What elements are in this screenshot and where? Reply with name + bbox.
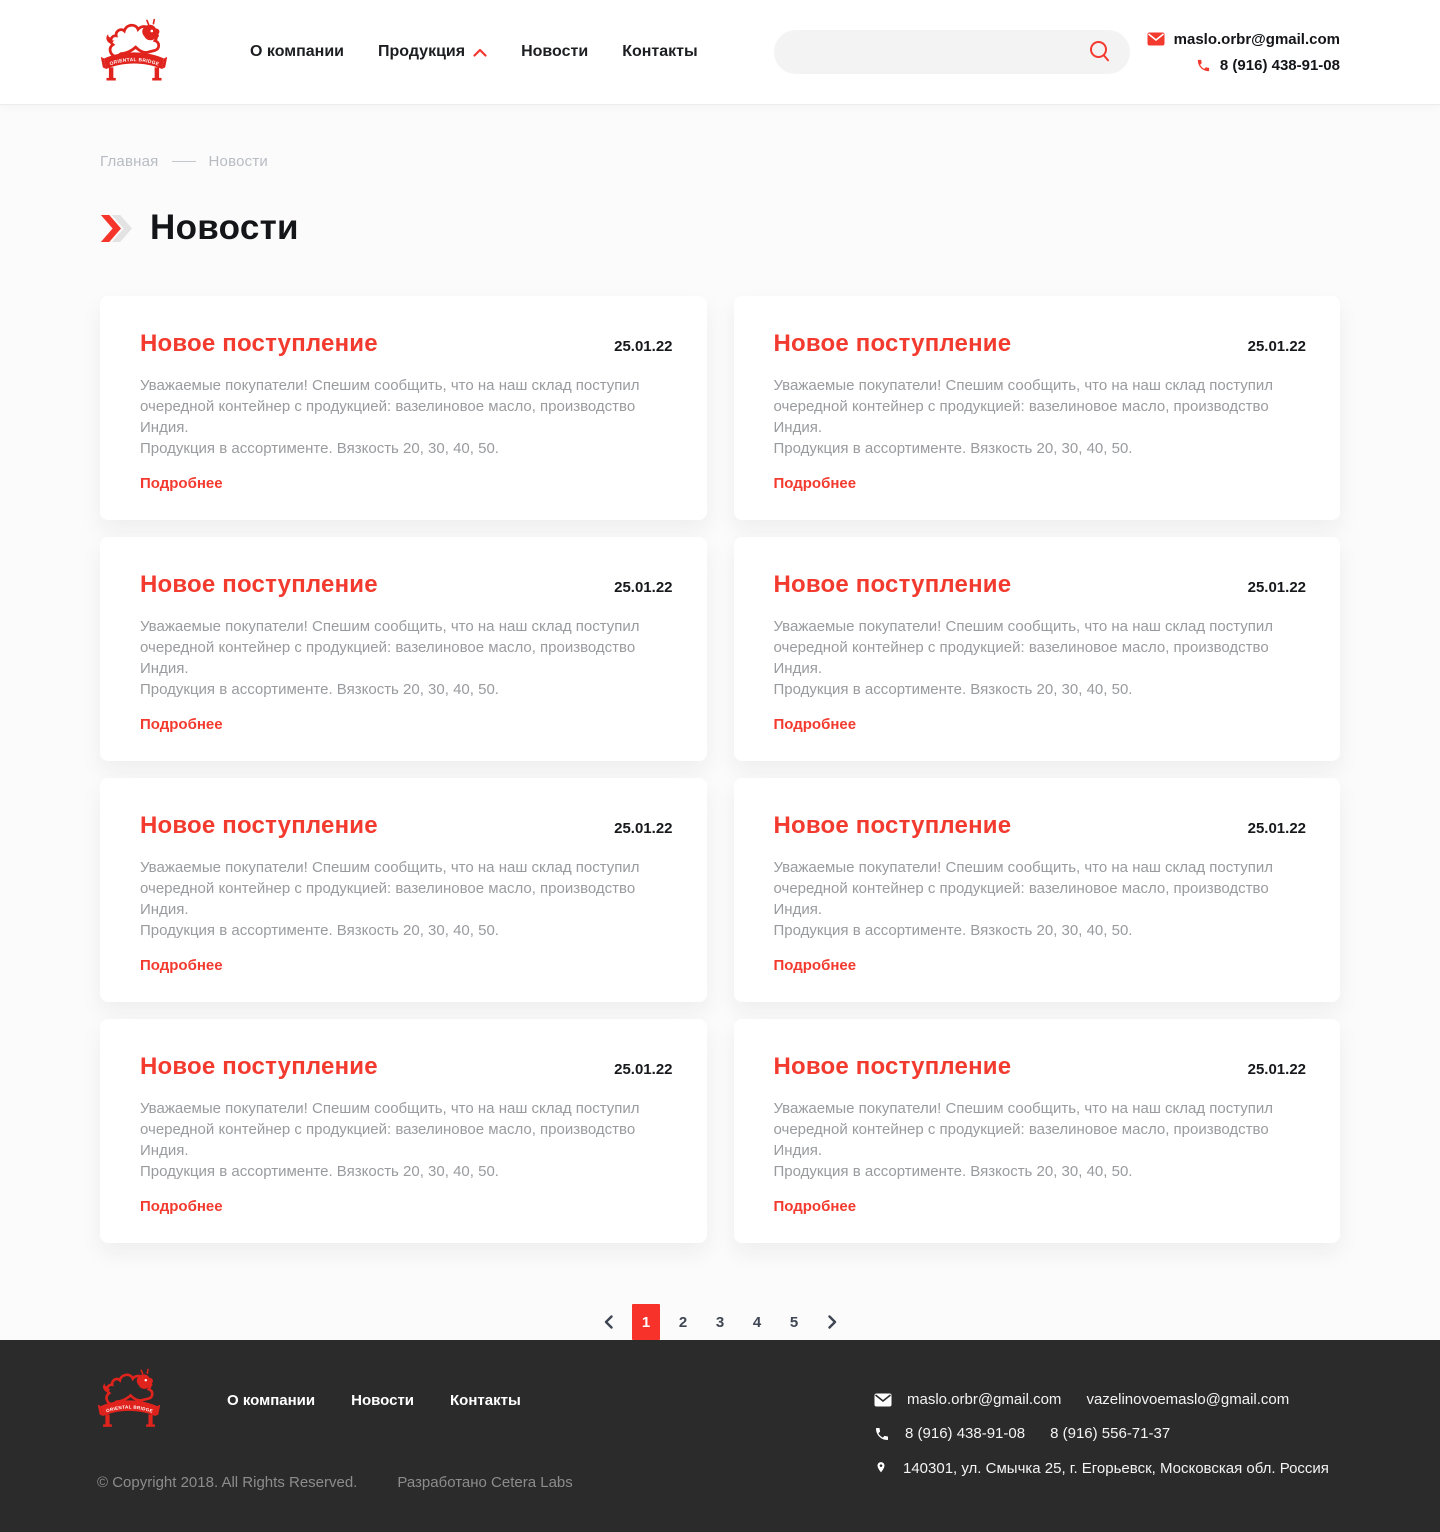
pagination-page-2[interactable]: 2	[678, 1313, 688, 1331]
chevron-up-icon	[473, 48, 487, 57]
card-text	[140, 375, 673, 459]
site-header	[0, 0, 1440, 104]
card-more-link[interactable]: Подробнее	[140, 716, 223, 733]
footer-nav	[227, 1392, 521, 1409]
card-text-line1: Уважаемые покупатели! Спешим сообщить, что на наш склад поступил очередной контейнер с продукцией: вазелиновое масло, производство Индия.	[773, 377, 1274, 436]
header-phone-text: 8 (916) 438-91-08	[1219, 56, 1340, 74]
nav-label: О компании	[250, 43, 344, 60]
card-more-link[interactable]: Подробнее	[140, 957, 223, 974]
card-text-line2: Продукция в ассортименте. Вязкость 20, 30, 40, 50.	[773, 681, 1133, 698]
card-text-line2: Продукция в ассортименте. Вязкость 20, 30, 40, 50.	[773, 440, 1133, 457]
page-title: Новости	[150, 208, 299, 247]
card-more-link[interactable]: Подробнее	[773, 475, 857, 492]
envelope-icon	[874, 1393, 892, 1407]
card-title: Новое поступление	[773, 571, 1012, 598]
card-top	[140, 571, 673, 599]
card-more-link[interactable]: Подробнее	[140, 1198, 223, 1215]
pagination-page-4[interactable]: 4	[752, 1313, 762, 1331]
card-top	[774, 571, 1307, 599]
breadcrumb	[100, 153, 1340, 170]
card-date: 25.01.22	[614, 579, 673, 596]
breadcrumb-current: Новости	[208, 153, 268, 170]
main-nav	[250, 43, 698, 61]
pagination	[100, 1304, 1340, 1340]
search-input[interactable]	[794, 30, 1084, 74]
site-footer	[0, 1340, 1440, 1532]
nav-label: Контакты	[622, 43, 698, 60]
card-text-line2: Продукция в ассортименте. Вязкость 20, 30, 40, 50.	[773, 922, 1133, 939]
logo[interactable]	[100, 16, 168, 88]
footer-left	[97, 1366, 573, 1532]
footer-nav-about[interactable]: О компании	[227, 1391, 316, 1409]
card-title: Новое поступление	[140, 330, 378, 357]
nav-label: Новости	[521, 43, 589, 60]
card-title: Новое поступление	[140, 1053, 378, 1080]
card-text-line2: Продукция в ассортименте. Вязкость 20, 30, 40, 50.	[140, 1163, 499, 1180]
header-email-text: maslo.orbr@gmail.com	[1173, 30, 1340, 48]
card-text	[140, 1098, 673, 1182]
card-text-line1: Уважаемые покупатели! Спешим сообщить, что на наш склад поступил очередной контейнер с продукцией: вазелиновое масло, производство Индия.	[140, 377, 640, 436]
news-card	[734, 778, 1341, 1002]
news-card	[100, 778, 707, 1002]
oriental-bridge-logo-icon	[97, 1366, 161, 1434]
card-text-line1: Уважаемые покупатели! Спешим сообщить, что на наш склад поступил очередной контейнер с продукцией: вазелиновое масло, производство Индия.	[773, 618, 1274, 677]
nav-item-news[interactable]	[521, 43, 588, 61]
card-top	[774, 812, 1307, 840]
card-top	[140, 1053, 673, 1081]
card-date: 25.01.22	[614, 1061, 673, 1078]
card-text-line2: Продукция в ассортименте. Вязкость 20, 30, 40, 50.	[140, 440, 499, 457]
header-phone-link[interactable]	[1196, 57, 1340, 74]
envelope-icon	[1147, 32, 1165, 46]
card-date: 25.01.22	[614, 820, 673, 837]
card-text-line2: Продукция в ассортименте. Вязкость 20, 30, 40, 50.	[140, 681, 499, 698]
pagination-page-1[interactable]: 1	[632, 1304, 660, 1340]
pagination-prev-button[interactable]	[593, 1304, 623, 1340]
developed-by-text: Разработано Cetera Labs	[397, 1474, 573, 1491]
footer-nav-contacts[interactable]: Контакты	[450, 1391, 521, 1409]
nav-label: Продукция	[377, 43, 466, 60]
header-contacts	[1147, 31, 1340, 74]
card-date: 25.01.22	[1247, 579, 1306, 596]
pagination-page-3[interactable]: 3	[715, 1313, 725, 1331]
card-text-line2: Продукция в ассортименте. Вязкость 20, 30, 40, 50.	[773, 1163, 1133, 1180]
nav-item-products[interactable]	[378, 43, 487, 61]
card-text-line1: Уважаемые покупатели! Спешим сообщить, что на наш склад поступил очередной контейнер с продукцией: вазелиновое масло, производство Индия.	[140, 1100, 640, 1159]
footer-address-row	[874, 1459, 1342, 1477]
chevron-right-icon	[828, 1315, 837, 1329]
card-text-line2: Продукция в ассортименте. Вязкость 20, 30, 40, 50.	[140, 922, 499, 939]
copyright-text: © Copyright 2018. All Rights Reserved.	[97, 1474, 358, 1491]
search-button[interactable]	[1084, 36, 1116, 68]
card-text	[774, 616, 1307, 700]
card-date: 25.01.22	[614, 338, 673, 355]
pagination-page-5[interactable]: 5	[789, 1313, 799, 1331]
footer-email-1[interactable]: maslo.orbr@gmail.com	[907, 1391, 1062, 1408]
card-text	[774, 1098, 1307, 1182]
card-more-link[interactable]: Подробнее	[140, 475, 223, 492]
card-text-line1: Уважаемые покупатели! Спешим сообщить, что на наш склад поступил очередной контейнер с продукцией: вазелиновое масло, производство Индия.	[773, 859, 1274, 918]
card-text-line1: Уважаемые покупатели! Спешим сообщить, что на наш склад поступил очередной контейнер с продукцией: вазелиновое масло, производство Индия.	[773, 1100, 1274, 1159]
page-head	[100, 208, 1340, 248]
card-top	[140, 812, 673, 840]
search-bar	[774, 30, 1130, 74]
footer-email-row	[874, 1391, 1342, 1408]
card-date: 25.01.22	[1247, 338, 1306, 355]
nav-item-contacts[interactable]	[622, 43, 697, 61]
footer-brand-row	[97, 1366, 573, 1434]
card-top	[774, 1053, 1307, 1081]
news-grid	[100, 296, 1340, 1243]
footer-contacts	[874, 1366, 1342, 1532]
news-card	[100, 537, 707, 761]
pagination-next-button[interactable]	[817, 1304, 847, 1340]
footer-phone-2[interactable]: 8 (916) 556-71-37	[1050, 1425, 1171, 1442]
news-card	[734, 1019, 1341, 1243]
chevron-left-icon	[604, 1315, 613, 1329]
nav-item-about[interactable]	[250, 43, 344, 61]
map-pin-icon	[874, 1459, 888, 1477]
double-chevron-right-icon	[100, 212, 137, 245]
card-more-link[interactable]: Подробнее	[773, 1198, 857, 1215]
news-card	[100, 296, 707, 520]
breadcrumb-home[interactable]: Главная	[100, 153, 159, 170]
main-content	[0, 104, 1440, 1340]
card-title: Новое поступление	[773, 1053, 1012, 1080]
news-card	[734, 296, 1341, 520]
footer-nav-news[interactable]: Новости	[351, 1391, 415, 1409]
card-text	[140, 616, 673, 700]
phone-icon	[1196, 58, 1211, 73]
card-title: Новое поступление	[140, 812, 378, 839]
breadcrumb-separator	[172, 161, 196, 162]
card-date: 25.01.22	[1247, 1061, 1306, 1078]
news-card	[734, 537, 1341, 761]
footer-phone-row	[874, 1425, 1342, 1442]
footer-address-text: 140301, ул. Смычка 25, г. Егорьевск, Московская обл. Россия	[903, 1459, 1329, 1477]
footer-email-2[interactable]: vazelinovoemaslo@gmail.com	[1086, 1391, 1290, 1408]
card-title: Новое поступление	[773, 812, 1012, 839]
card-more-link[interactable]: Подробнее	[773, 716, 857, 733]
card-title: Новое поступление	[140, 571, 378, 598]
search-icon	[1086, 38, 1114, 66]
card-top	[140, 330, 673, 358]
news-card	[100, 1019, 707, 1243]
card-title: Новое поступление	[773, 330, 1012, 357]
card-date: 25.01.22	[1247, 820, 1306, 837]
card-text-line1: Уважаемые покупатели! Спешим сообщить, что на наш склад поступил очередной контейнер с продукцией: вазелиновое масло, производство Индия.	[140, 859, 640, 918]
oriental-bridge-logo-icon	[100, 16, 168, 88]
footer-copyright-row	[97, 1474, 573, 1491]
footer-logo[interactable]	[97, 1366, 161, 1434]
card-more-link[interactable]: Подробнее	[773, 957, 857, 974]
phone-icon	[874, 1426, 890, 1442]
card-text	[774, 857, 1307, 941]
header-email-link[interactable]	[1147, 31, 1340, 48]
card-text-line1: Уважаемые покупатели! Спешим сообщить, что на наш склад поступил очередной контейнер с продукцией: вазелиновое масло, производство Индия.	[140, 618, 640, 677]
card-text	[774, 375, 1307, 459]
card-top	[774, 330, 1307, 358]
footer-phone-1[interactable]: 8 (916) 438-91-08	[905, 1425, 1026, 1442]
card-text	[140, 857, 673, 941]
